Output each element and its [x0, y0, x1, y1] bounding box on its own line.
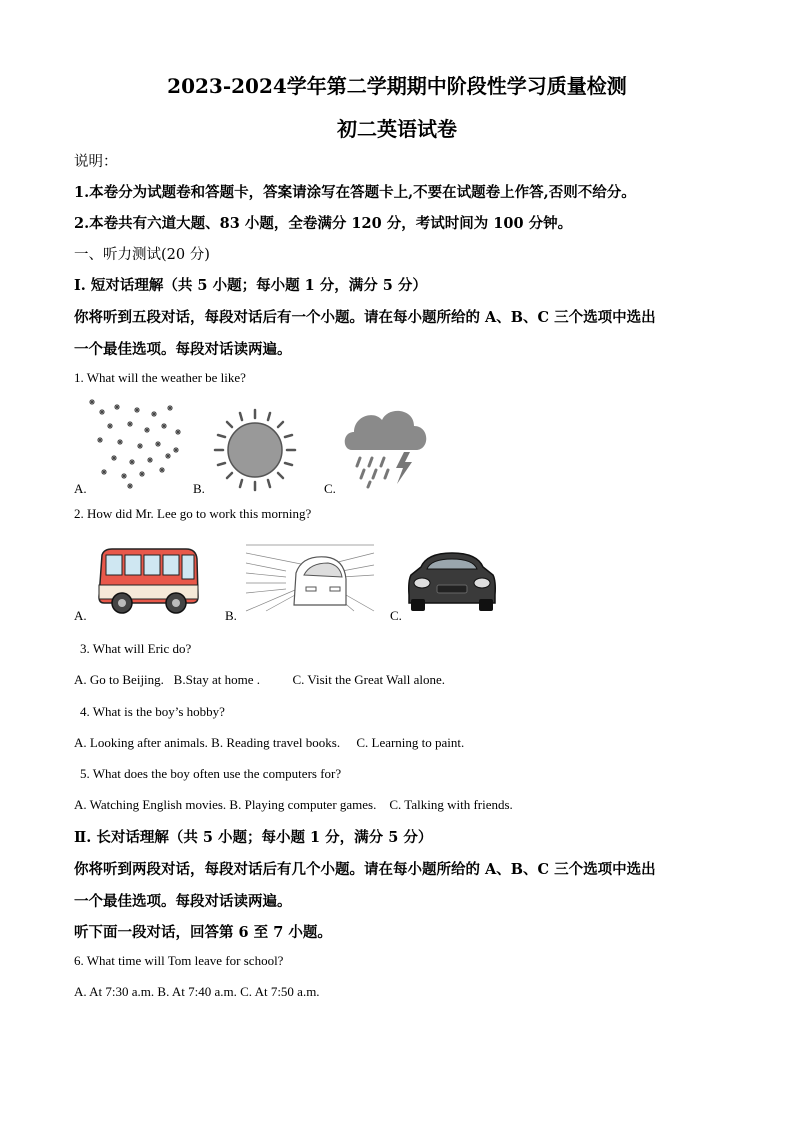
q2-option-a-label: A. [74, 608, 87, 623]
page-title: 2023-2024学年第二学期期中阶段性学习质量检测 [167, 74, 627, 98]
page-subtitle: 初二英语试卷 [337, 117, 457, 141]
question-3-options: A. Go to Beijing. B.Stay at home . C. Visit the Great Wall alone. [74, 672, 446, 687]
q2-option-b-label: B. [225, 608, 237, 623]
instructions-heading: 说明： [74, 154, 118, 170]
question-6-options: A. At 7:30 a.m. B. At 7:40 a.m. C. At 7:50 a.m. [74, 984, 320, 999]
part-2-heading: Ⅱ. 长对话理解（共 5 小题；每小题 1 分，满分 5 分） [74, 829, 433, 846]
part-2-description-line-1: 你将听到两段对话，每段对话后有几个小题。请在每小题所给的 A、B、C 三个选项中选出 [74, 861, 656, 878]
part-1-heading: Ⅰ. 短对话理解（共 5 小题；每小题 1 分，满分 5 分） [74, 277, 427, 294]
part-2-description-line-2: 一个最佳选项。每段对话读两遍。 [74, 893, 292, 910]
question-4-options: A. Looking after animals. B. Reading travel books. C. Learning to paint. [74, 735, 465, 750]
section-1-heading: 一、听力测试(20 分) [74, 247, 210, 263]
q1-option-b-label: B. [193, 481, 205, 496]
car-icon [407, 549, 497, 613]
question-5-options: A. Watching English movies. B. Playing computer games. C. Talking with friends. [74, 797, 513, 812]
subway-train-icon [246, 543, 374, 613]
part-1-description-line-1: 你将听到五段对话，每段对话后有一个小题。请在每小题所给的 A、B、C 三个选项中选出 [74, 309, 656, 326]
q1-option-a-label: A. [74, 481, 87, 496]
sun-icon [213, 408, 297, 492]
snow-icon [92, 402, 187, 490]
bus-icon [96, 547, 200, 615]
instructions-line-2: 2.本卷共有六道大题、83 小题，全卷满分 120 分，考试时间为 100 分钟。 [74, 215, 573, 232]
thunderstorm-icon [342, 402, 432, 488]
part-1-description-line-2: 一个最佳选项。每段对话读两遍。 [74, 341, 292, 358]
instructions-line-1: 1.本卷分为试题卷和答题卡，答案请涂写在答题卡上,不要在试题卷上作答,否则不给分。 [74, 184, 636, 201]
q1-option-c-label: C. [324, 481, 336, 496]
question-3: 3. What will Eric do? [80, 641, 192, 656]
question-1: 1. What will the weather be like? [74, 370, 246, 385]
question-5: 5. What does the boy often use the computers for? [80, 766, 342, 781]
question-2: 2. How did Mr. Lee go to work this morning? [74, 506, 312, 521]
q2-option-c-label: C. [390, 608, 402, 623]
part-2-instruction: 听下面一段对话，回答第 6 至 7 小题。 [74, 924, 332, 941]
question-4: 4. What is the boy’s hobby? [80, 704, 225, 719]
question-6: 6. What time will Tom leave for school? [74, 953, 284, 968]
